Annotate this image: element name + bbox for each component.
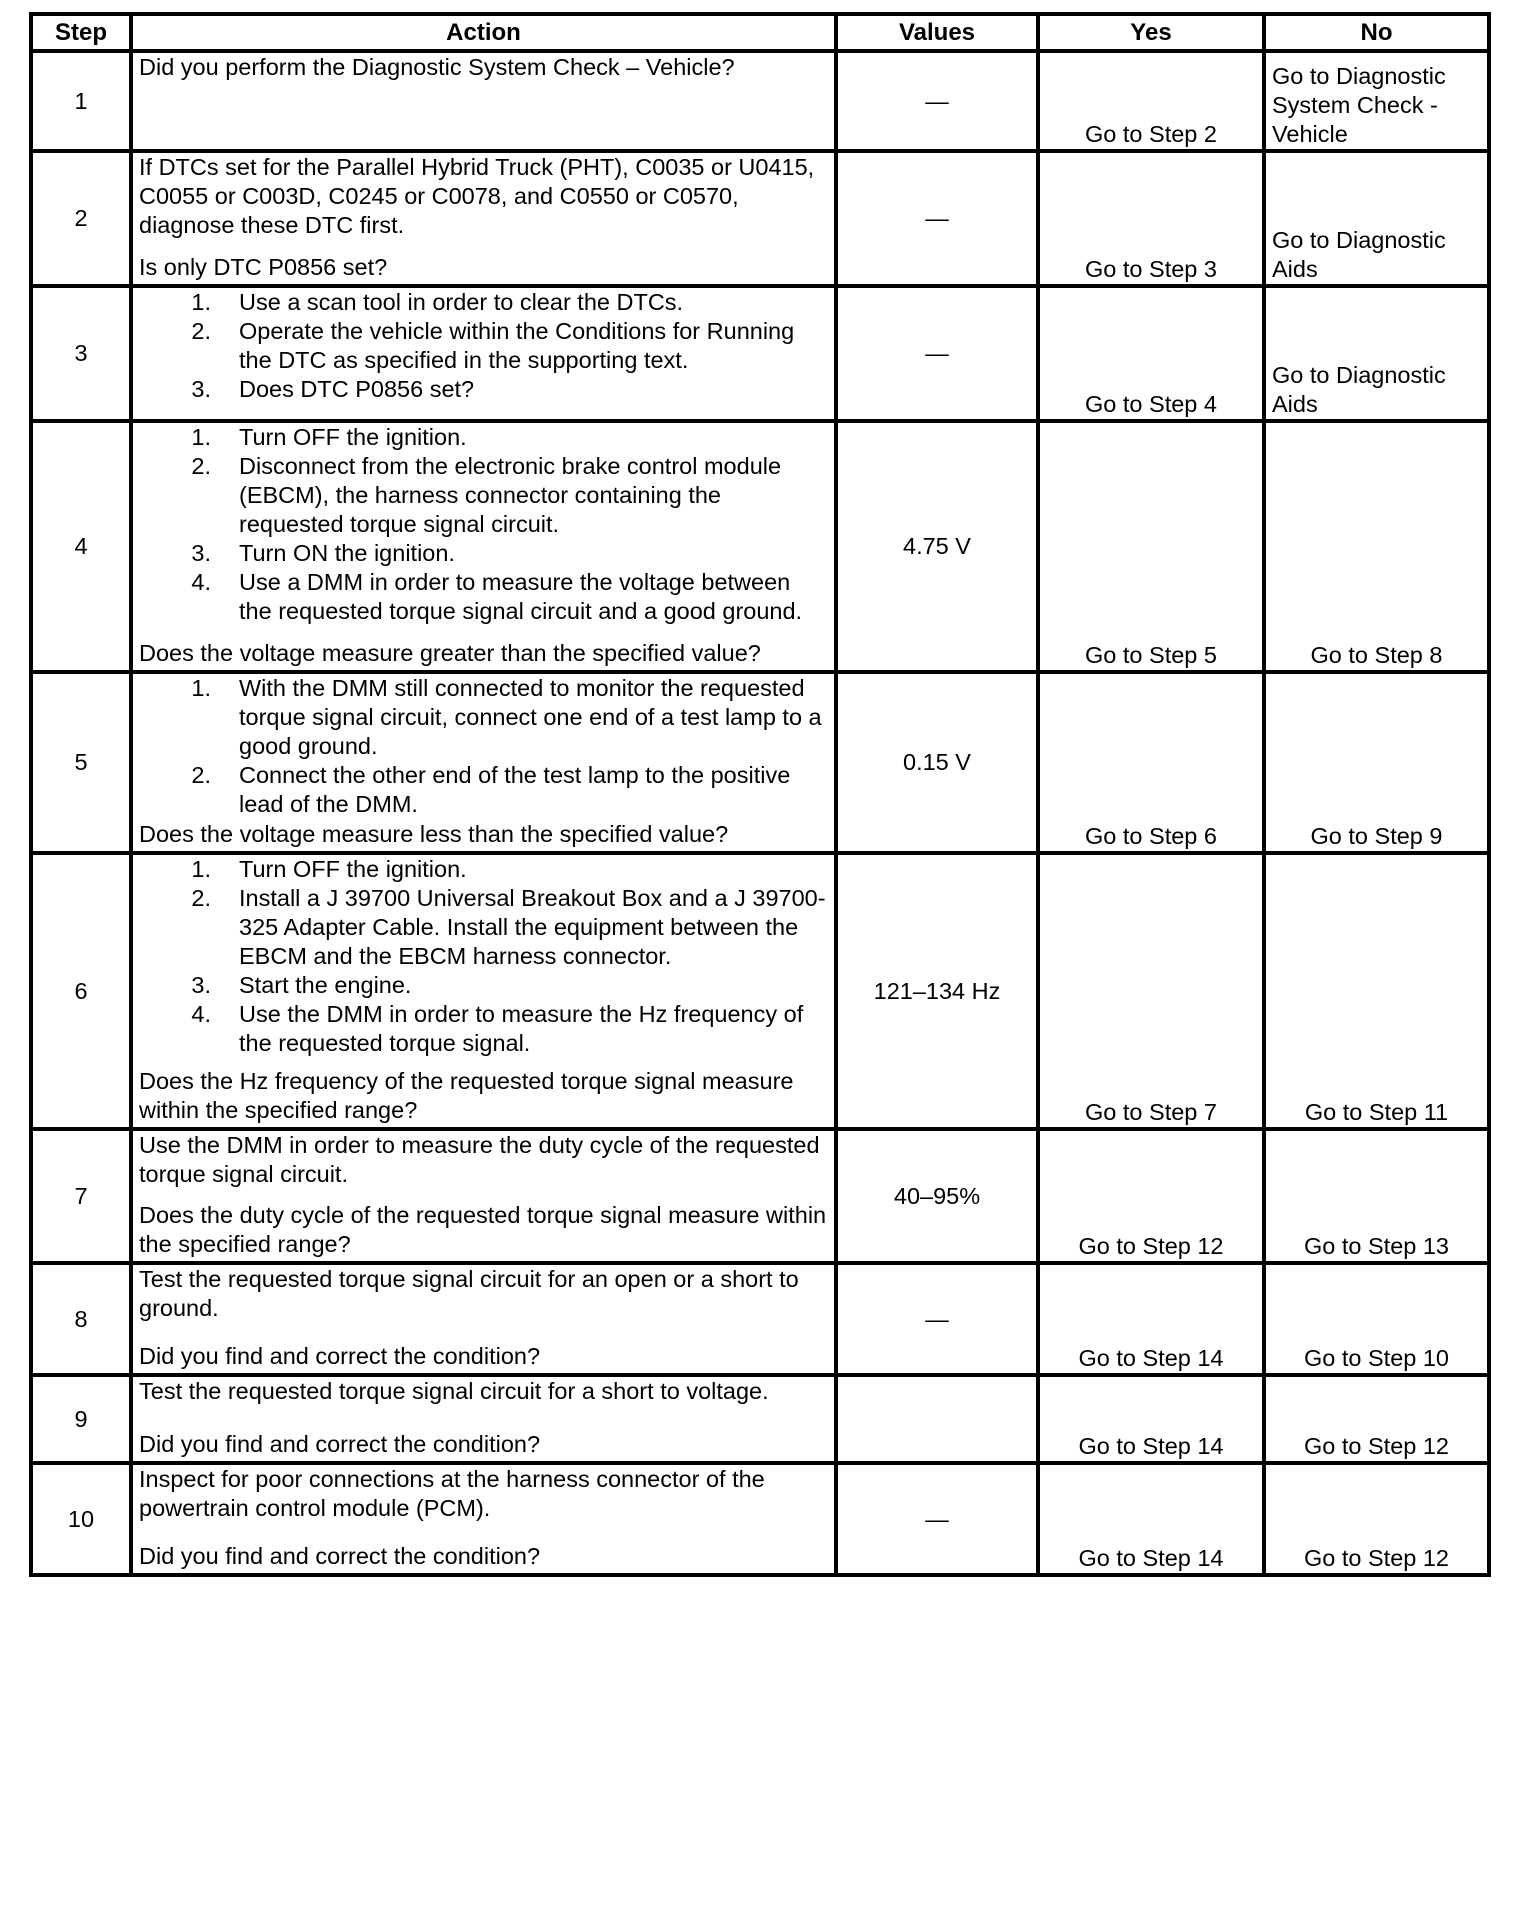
value-cell: —	[836, 1463, 1038, 1575]
yes-cell: Go to Step 7	[1038, 853, 1264, 1129]
action-steps-list	[139, 288, 828, 404]
value-cell: 0.15 V	[836, 672, 1038, 853]
list-item	[139, 884, 828, 971]
step-number: 9	[31, 1375, 131, 1463]
list-item-text: With the DMM still connected to monitor the requested torque signal circuit, connect one end of a test lamp to a good ground.	[239, 675, 822, 759]
table-row	[31, 286, 1489, 421]
list-item-text: Use the DMM in order to measure the Hz frequency of the requested torque signal.	[239, 1001, 804, 1056]
list-item-number: 3.	[191, 376, 211, 402]
list-item	[139, 288, 828, 317]
step-number: 3	[31, 286, 131, 421]
table-row	[31, 1263, 1489, 1375]
table-row	[31, 1129, 1489, 1263]
action-cell	[131, 1129, 836, 1263]
list-item-text: Disconnect from the electronic brake control module (EBCM), the harness connector containing the requested torque signal circuit.	[239, 453, 782, 537]
list-item-text: Use a scan tool in order to clear the DTCs.	[239, 289, 684, 315]
list-item-text: Operate the vehicle within the Conditions for Running the DTC as specified in the supporting text.	[239, 318, 795, 373]
no-cell: Go to Step 11	[1264, 853, 1489, 1129]
list-item-number: 2.	[191, 762, 211, 788]
action-cell	[131, 421, 836, 672]
action-cell	[131, 1375, 836, 1463]
no-cell: Go to Step 12	[1264, 1463, 1489, 1575]
no-cell: Go to Step 10	[1264, 1263, 1489, 1375]
value-cell	[836, 1375, 1038, 1463]
value-cell: 4.75 V	[836, 421, 1038, 672]
list-item-text: Turn OFF the ignition.	[239, 856, 467, 882]
step-number: 10	[31, 1463, 131, 1575]
yes-cell: Go to Step 6	[1038, 672, 1264, 853]
table-row	[31, 1463, 1489, 1575]
list-item-text: Use a DMM in order to measure the voltage between the requested torque signal circuit and a good ground.	[239, 569, 803, 624]
no-cell: Go to Diagnostic System Check - Vehicle	[1264, 51, 1489, 151]
action-cell	[131, 1263, 836, 1375]
action-intro: Test the requested torque signal circuit for an open or a short to ground.	[139, 1266, 799, 1321]
no-cell: Go to Diagnostic Aids	[1264, 286, 1489, 421]
action-intro: Test the requested torque signal circuit for a short to voltage.	[139, 1378, 769, 1404]
value-cell: —	[836, 1263, 1038, 1375]
yes-cell: Go to Step 14	[1038, 1263, 1264, 1375]
list-item-number: 3.	[191, 972, 211, 998]
list-item-text: Turn OFF the ignition.	[239, 424, 467, 450]
action-question: Did you find and correct the condition?	[139, 1343, 541, 1369]
list-item	[139, 1000, 828, 1058]
list-item	[139, 674, 828, 761]
action-question: Did you find and correct the condition?	[139, 1543, 541, 1569]
yes-cell: Go to Step 14	[1038, 1463, 1264, 1575]
diagnostic-table	[29, 12, 1491, 1577]
value-cell: —	[836, 51, 1038, 151]
list-item-text: Connect the other end of the test lamp to the positive lead of the DMM.	[239, 762, 791, 817]
yes-cell: Go to Step 12	[1038, 1129, 1264, 1263]
action-cell	[131, 1463, 836, 1575]
yes-cell: Go to Step 14	[1038, 1375, 1264, 1463]
action-question: Does the Hz frequency of the requested torque signal measure within the specified range?	[139, 1068, 794, 1123]
list-item	[139, 423, 828, 452]
action-question: Does the duty cycle of the requested torque signal measure within the specified range?	[139, 1202, 827, 1257]
action-cell	[131, 151, 836, 286]
no-cell: Go to Step 8	[1264, 421, 1489, 672]
step-number: 1	[31, 51, 131, 151]
action-steps-list	[139, 423, 828, 626]
table-row	[31, 1375, 1489, 1463]
list-item-text: Turn ON the ignition.	[239, 540, 455, 566]
yes-cell: Go to Step 4	[1038, 286, 1264, 421]
yes-cell: Go to Step 5	[1038, 421, 1264, 672]
step-number: 7	[31, 1129, 131, 1263]
list-item-number: 1.	[191, 856, 211, 882]
no-cell: Go to Step 9	[1264, 672, 1489, 853]
list-item	[139, 317, 828, 375]
table-row	[31, 853, 1489, 1129]
no-cell: Go to Step 12	[1264, 1375, 1489, 1463]
action-steps-list	[139, 855, 828, 1058]
value-cell: 40–95%	[836, 1129, 1038, 1263]
action-question: Does the voltage measure greater than the specified value?	[139, 640, 761, 666]
list-item-number: 2.	[191, 885, 211, 911]
list-item-text: Start the engine.	[239, 972, 412, 998]
list-item	[139, 452, 828, 539]
yes-cell: Go to Step 3	[1038, 151, 1264, 286]
action-cell	[131, 51, 836, 151]
list-item	[139, 761, 828, 819]
action-cell	[131, 672, 836, 853]
list-item-number: 1.	[191, 675, 211, 701]
action-intro: If DTCs set for the Parallel Hybrid Truck (PHT), C0035 or U0415, C0055 or C003D, C0245 or C0078, and C0550 or C0570, diagnose these DTC first.	[139, 154, 815, 238]
step-number: 8	[31, 1263, 131, 1375]
no-cell: Go to Diagnostic Aids	[1264, 151, 1489, 286]
action-intro: Inspect for poor connections at the harness connector of the powertrain control module (PCM).	[139, 1466, 765, 1521]
list-item-number: 2.	[191, 318, 211, 344]
header-values: Values	[836, 14, 1038, 51]
no-cell: Go to Step 13	[1264, 1129, 1489, 1263]
step-number: 4	[31, 421, 131, 672]
action-cell	[131, 286, 836, 421]
header-step: Step	[31, 14, 131, 51]
table-row	[31, 672, 1489, 853]
value-cell: —	[836, 151, 1038, 286]
step-number: 2	[31, 151, 131, 286]
table-row	[31, 51, 1489, 151]
list-item	[139, 539, 828, 568]
header-no: No	[1264, 14, 1489, 51]
action-intro: Did you perform the Diagnostic System Check – Vehicle?	[139, 54, 735, 80]
list-item	[139, 855, 828, 884]
step-number: 5	[31, 672, 131, 853]
list-item-text: Install a J 39700 Universal Breakout Box and a J 39700-325 Adapter Cable. Install the equipment between the EBCM and the EBCM harness connector.	[239, 885, 826, 969]
list-item	[139, 971, 828, 1000]
list-item-number: 3.	[191, 540, 211, 566]
action-question: Is only DTC P0856 set?	[139, 254, 388, 280]
value-cell: 121–134 Hz	[836, 853, 1038, 1129]
list-item-number: 4.	[191, 569, 211, 595]
yes-cell: Go to Step 2	[1038, 51, 1264, 151]
table-row	[31, 421, 1489, 672]
list-item-text: Does DTC P0856 set?	[239, 376, 475, 402]
table-row	[31, 151, 1489, 286]
list-item-number: 2.	[191, 453, 211, 479]
action-question: Did you find and correct the condition?	[139, 1431, 541, 1457]
header-action: Action	[131, 14, 836, 51]
list-item-number: 4.	[191, 1001, 211, 1027]
header-row	[31, 14, 1489, 51]
value-cell: —	[836, 286, 1038, 421]
list-item-number: 1.	[191, 424, 211, 450]
step-number: 6	[31, 853, 131, 1129]
action-cell	[131, 853, 836, 1129]
action-steps-list	[139, 674, 828, 819]
list-item-number: 1.	[191, 289, 211, 315]
header-yes: Yes	[1038, 14, 1264, 51]
list-item	[139, 375, 828, 404]
action-question: Does the voltage measure less than the specified value?	[139, 821, 729, 847]
action-intro: Use the DMM in order to measure the duty cycle of the requested torque signal circuit.	[139, 1132, 820, 1187]
list-item	[139, 568, 828, 626]
